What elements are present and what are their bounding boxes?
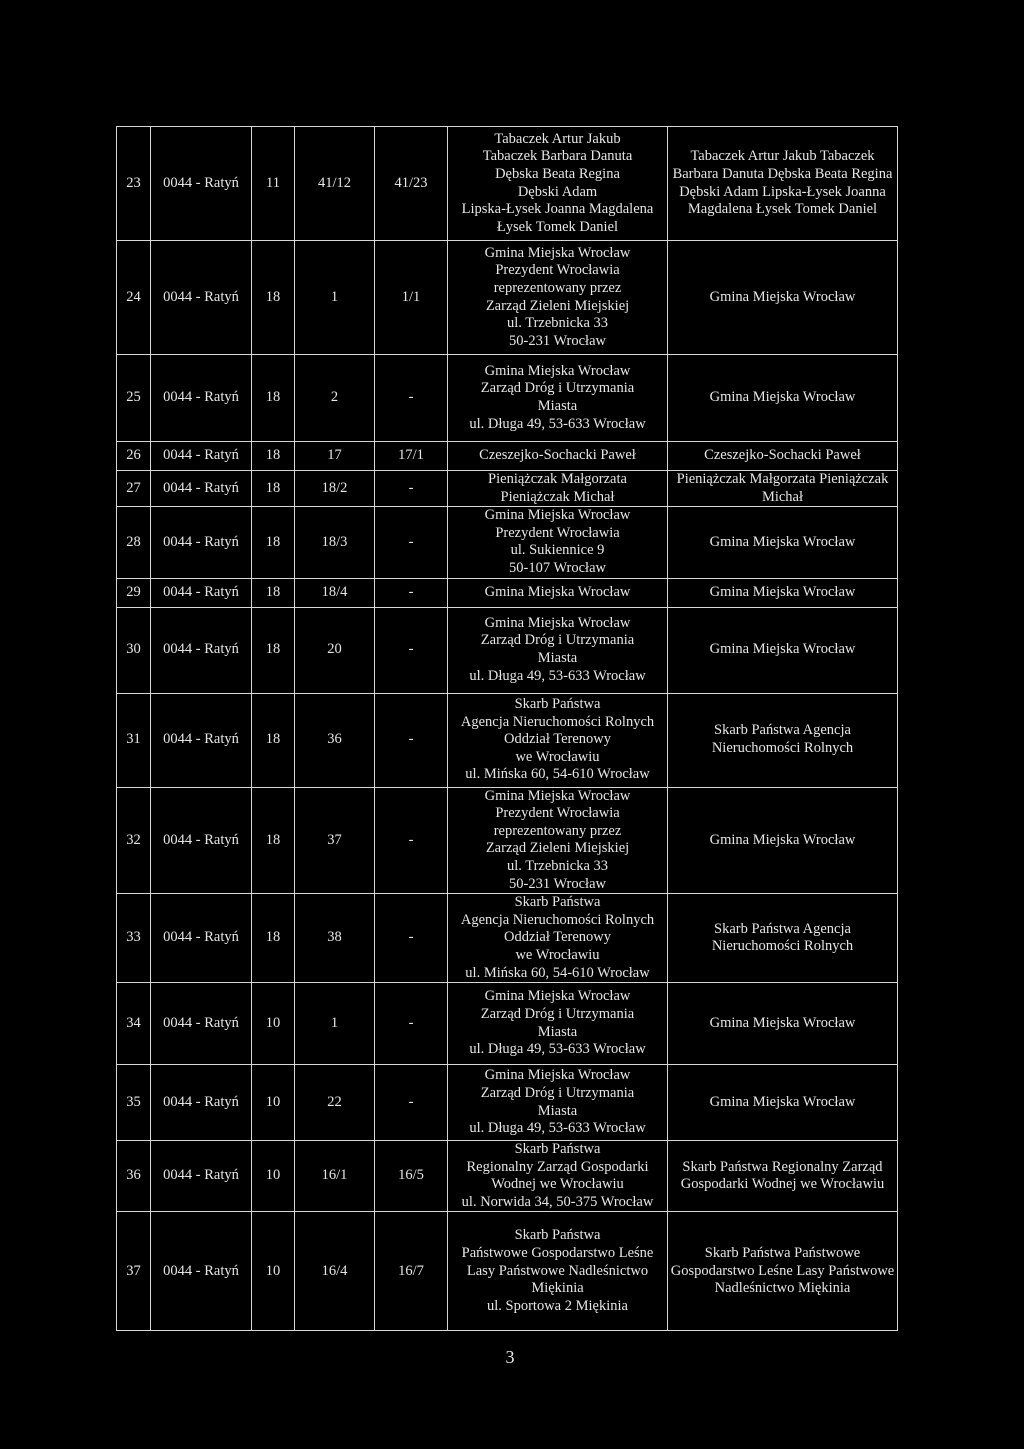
plot-number-cell: 18/3 [295,507,375,578]
new-plot-number-cell: - [375,787,448,894]
row-number-cell: 34 [117,983,151,1065]
precinct-cell: 0044 - Ratyń [151,894,252,983]
row-number-cell: 28 [117,507,151,578]
row-number-cell: 24 [117,241,151,355]
owner-cell: Czeszejko-Sochacki Paweł [448,442,668,471]
precinct-cell: 0044 - Ratyń [151,355,252,442]
table-row [117,355,898,442]
table-row [117,1141,898,1212]
precinct-cell: 0044 - Ratyń [151,442,252,471]
table-row [117,787,898,894]
new-plot-number-cell: - [375,894,448,983]
plot-number-cell: 38 [295,894,375,983]
owner-cell: Gmina Miejska Wrocław Zarząd Dróg i Utrzymania Miasta ul. Długa 49, 53-633 Wrocław [448,355,668,442]
plot-number-cell: 18/4 [295,578,375,607]
table-row [117,1065,898,1141]
precinct-cell: 0044 - Ratyń [151,787,252,894]
current-owner-cell: Gmina Miejska Wrocław [668,607,898,693]
current-owner-cell: Skarb Państwa Regionalny Zarząd Gospodarki Wodnej we Wrocławiu [668,1141,898,1212]
map-sheet-cell: 10 [252,983,295,1065]
map-sheet-cell: 18 [252,693,295,787]
new-plot-number-cell: 17/1 [375,442,448,471]
map-sheet-cell: 18 [252,442,295,471]
row-number-cell: 36 [117,1141,151,1212]
current-owner-cell: Czeszejko-Sochacki Paweł [668,442,898,471]
table-row [117,507,898,578]
precinct-cell: 0044 - Ratyń [151,1141,252,1212]
row-number-cell: 35 [117,1065,151,1141]
new-plot-number-cell: - [375,1065,448,1141]
row-number-cell: 25 [117,355,151,442]
table-row [117,471,898,507]
new-plot-number-cell: - [375,355,448,442]
current-owner-cell: Skarb Państwa Agencja Nieruchomości Rolnych [668,693,898,787]
table-row [117,894,898,983]
table-row [117,693,898,787]
row-number-cell: 27 [117,471,151,507]
map-sheet-cell: 10 [252,1212,295,1331]
row-number-cell: 33 [117,894,151,983]
map-sheet-cell: 10 [252,1141,295,1212]
table-row [117,127,898,241]
current-owner-cell: Gmina Miejska Wrocław [668,578,898,607]
current-owner-cell: Gmina Miejska Wrocław [668,1065,898,1141]
owner-cell: Gmina Miejska Wrocław Zarząd Dróg i Utrzymania Miasta ul. Długa 49, 53-633 Wrocław [448,607,668,693]
new-plot-number-cell: - [375,471,448,507]
row-number-cell: 32 [117,787,151,894]
current-owner-cell: Gmina Miejska Wrocław [668,507,898,578]
table-row [117,578,898,607]
plot-number-cell: 1 [295,241,375,355]
map-sheet-cell: 18 [252,894,295,983]
current-owner-cell: Skarb Państwa Państwowe Gospodarstwo Leśne Lasy Państwowe Nadleśnictwo Miękinia [668,1212,898,1331]
new-plot-number-cell: 16/7 [375,1212,448,1331]
map-sheet-cell: 18 [252,471,295,507]
row-number-cell: 31 [117,693,151,787]
current-owner-cell: Gmina Miejska Wrocław [668,787,898,894]
owner-cell: Skarb Państwa Regionalny Zarząd Gospodarki Wodnej we Wrocławiu ul. Norwida 34, 50-375 Wrocław [448,1141,668,1212]
current-owner-cell: Pieniążczak Małgorzata Pieniążczak Michał [668,471,898,507]
plot-number-cell: 37 [295,787,375,894]
map-sheet-cell: 18 [252,578,295,607]
row-number-cell: 26 [117,442,151,471]
plot-number-cell: 18/2 [295,471,375,507]
precinct-cell: 0044 - Ratyń [151,1212,252,1331]
plot-number-cell: 17 [295,442,375,471]
owner-cell: Gmina Miejska Wrocław Prezydent Wrocławia ul. Sukiennice 9 50-107 Wrocław [448,507,668,578]
plot-number-cell: 22 [295,1065,375,1141]
table-row [117,1212,898,1331]
current-owner-cell: Tabaczek Artur Jakub Tabaczek Barbara Danuta Dębska Beata Regina Dębski Adam Lipska-Łysek Joanna Magdalena Łysek Tomek Daniel [668,127,898,241]
map-sheet-cell: 18 [252,787,295,894]
precinct-cell: 0044 - Ratyń [151,1065,252,1141]
new-plot-number-cell: 16/5 [375,1141,448,1212]
owner-cell: Skarb Państwa Państwowe Gospodarstwo Leśne Lasy Państwowe Nadleśnictwo Miękinia ul. Sportowa 2 Miękinia [448,1212,668,1331]
current-owner-cell: Gmina Miejska Wrocław [668,983,898,1065]
new-plot-number-cell: - [375,578,448,607]
row-number-cell: 37 [117,1212,151,1331]
owner-cell: Gmina Miejska Wrocław Prezydent Wrocławia reprezentowany przez Zarząd Zieleni Miejskiej ul. Trzebnicka 33 50-231 Wrocław [448,241,668,355]
owner-cell: Gmina Miejska Wrocław Prezydent Wrocławia reprezentowany przez Zarząd Zieleni Miejskiej ul. Trzebnicka 33 50-231 Wrocław [448,787,668,894]
precinct-cell: 0044 - Ratyń [151,983,252,1065]
table-row [117,241,898,355]
row-number-cell: 30 [117,607,151,693]
precinct-cell: 0044 - Ratyń [151,507,252,578]
plot-number-cell: 1 [295,983,375,1065]
precinct-cell: 0044 - Ratyń [151,471,252,507]
owner-cell: Gmina Miejska Wrocław [448,578,668,607]
current-owner-cell: Gmina Miejska Wrocław [668,241,898,355]
owner-cell: Skarb Państwa Agencja Nieruchomości Rolnych Oddział Terenowy we Wrocławiu ul. Mińska 60, 54-610 Wrocław [448,894,668,983]
new-plot-number-cell: - [375,607,448,693]
current-owner-cell: Gmina Miejska Wrocław [668,355,898,442]
owner-cell: Gmina Miejska Wrocław Zarząd Dróg i Utrzymania Miasta ul. Długa 49, 53-633 Wrocław [448,983,668,1065]
new-plot-number-cell: 41/23 [375,127,448,241]
row-number-cell: 29 [117,578,151,607]
plot-number-cell: 16/4 [295,1212,375,1331]
table-row [117,442,898,471]
plot-number-cell: 16/1 [295,1141,375,1212]
map-sheet-cell: 10 [252,1065,295,1141]
precinct-cell: 0044 - Ratyń [151,578,252,607]
new-plot-number-cell: - [375,693,448,787]
precinct-cell: 0044 - Ratyń [151,127,252,241]
table-row [117,607,898,693]
plot-number-cell: 36 [295,693,375,787]
plot-number-cell: 2 [295,355,375,442]
new-plot-number-cell: - [375,983,448,1065]
new-plot-number-cell: 1/1 [375,241,448,355]
precinct-cell: 0044 - Ratyń [151,607,252,693]
plot-number-cell: 41/12 [295,127,375,241]
plot-number-cell: 20 [295,607,375,693]
map-sheet-cell: 18 [252,607,295,693]
owner-cell: Gmina Miejska Wrocław Zarząd Dróg i Utrzymania Miasta ul. Długa 49, 53-633 Wrocław [448,1065,668,1141]
row-number-cell: 23 [117,127,151,241]
table-row [117,983,898,1065]
new-plot-number-cell: - [375,507,448,578]
owner-cell: Tabaczek Artur Jakub Tabaczek Barbara Danuta Dębska Beata Regina Dębski Adam Lipska-Łysek Joanna Magdalena Łysek Tomek Daniel [448,127,668,241]
map-sheet-cell: 11 [252,127,295,241]
precinct-cell: 0044 - Ratyń [151,241,252,355]
owner-cell: Skarb Państwa Agencja Nieruchomości Rolnych Oddział Terenowy we Wrocławiu ul. Mińska 60, 54-610 Wrocław [448,693,668,787]
map-sheet-cell: 18 [252,507,295,578]
current-owner-cell: Skarb Państwa Agencja Nieruchomości Rolnych [668,894,898,983]
precinct-cell: 0044 - Ratyń [151,693,252,787]
land-register-table [116,126,898,1331]
map-sheet-cell: 18 [252,355,295,442]
owner-cell: Pieniążczak Małgorzata Pieniążczak Michał [448,471,668,507]
page-number: 3 [505,1347,515,1367]
table-body [117,127,898,1331]
map-sheet-cell: 18 [252,241,295,355]
